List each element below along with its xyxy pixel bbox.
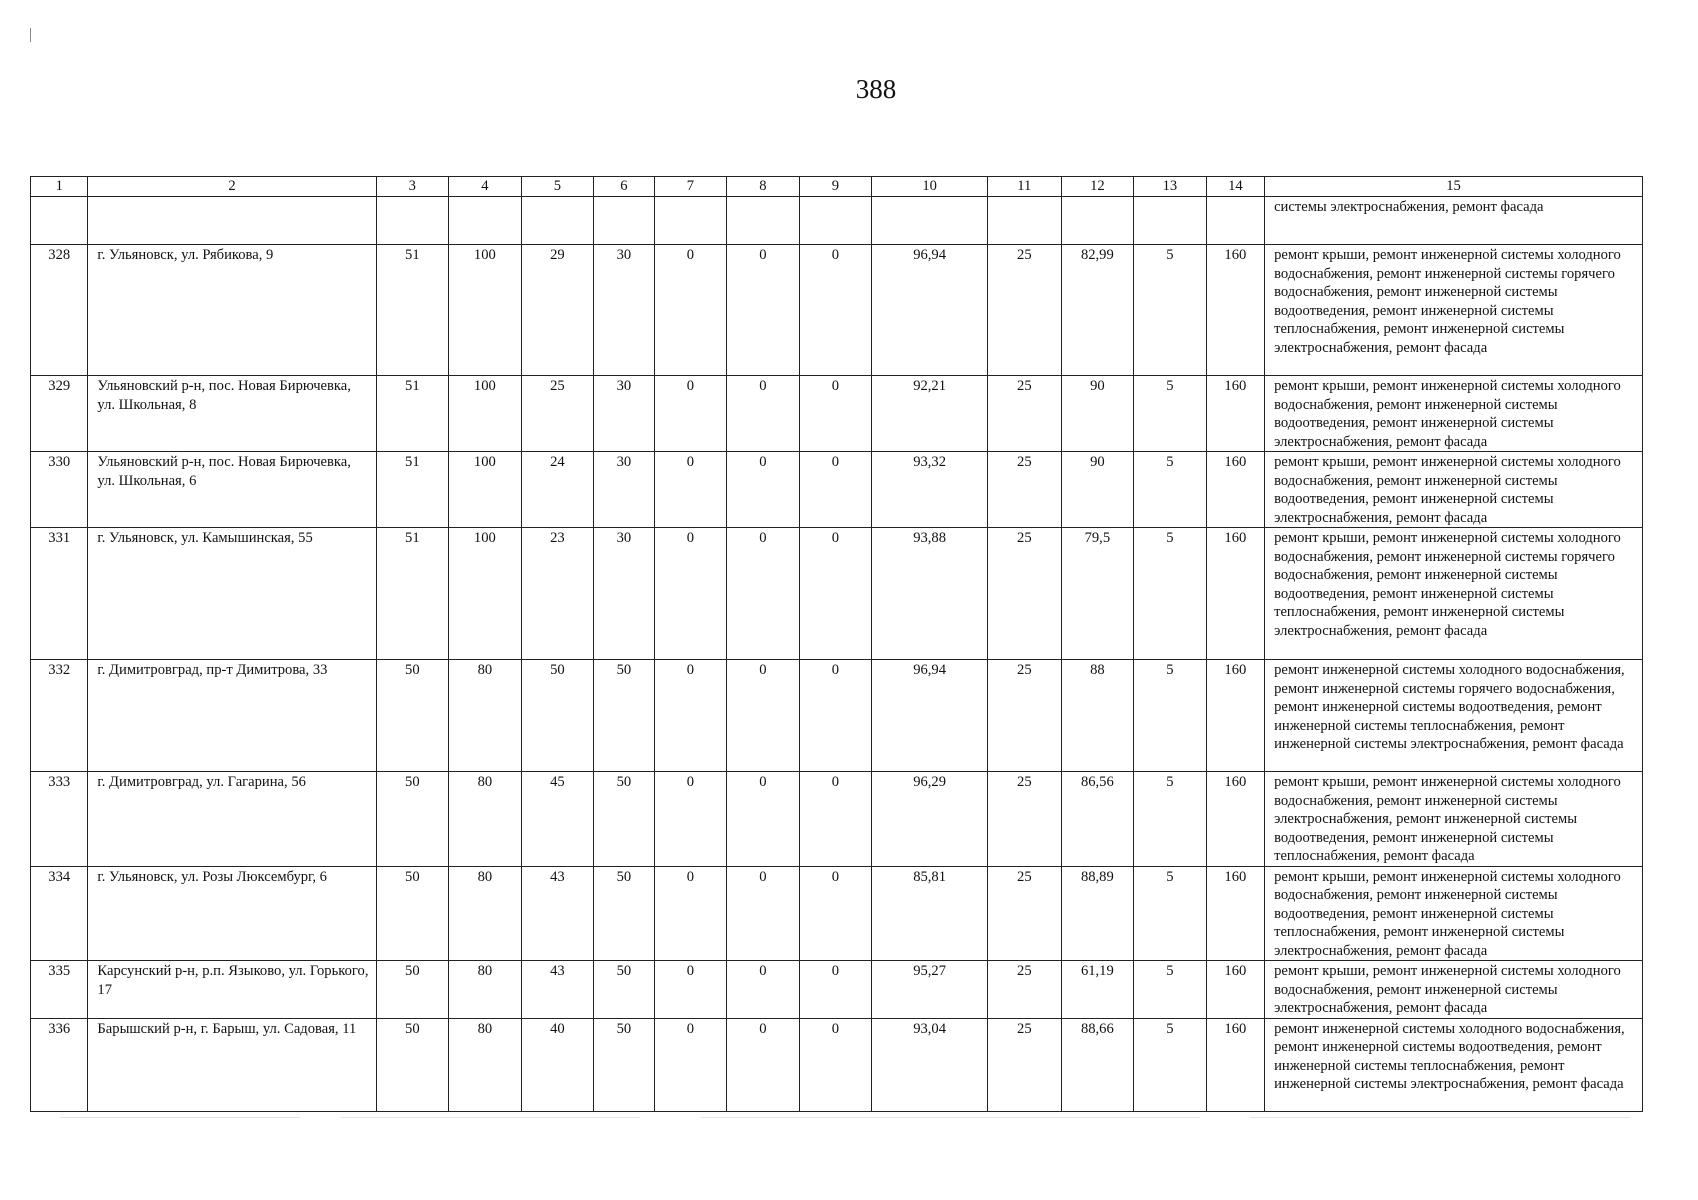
column-header: 11 — [988, 177, 1062, 197]
value-cell: 0 — [654, 245, 727, 376]
value-cell: 5 — [1134, 866, 1207, 961]
empty-cell — [449, 197, 522, 245]
page-number: 388 — [855, 74, 897, 104]
value-cell: 95,27 — [872, 961, 988, 1019]
address-cell: г. Ульяновск, ул. Розы Люксембург, 6 — [88, 866, 376, 961]
value-cell: 0 — [654, 452, 727, 528]
value-cell: 160 — [1206, 772, 1264, 867]
continuation-row — [31, 197, 1643, 245]
value-cell: 25 — [521, 376, 594, 452]
value-cell: 50 — [376, 660, 449, 772]
value-cell: 0 — [654, 961, 727, 1019]
column-header: 12 — [1061, 177, 1134, 197]
value-cell: 51 — [376, 245, 449, 376]
value-cell: 100 — [449, 452, 522, 528]
value-cell: 5 — [1134, 528, 1207, 660]
value-cell: 24 — [521, 452, 594, 528]
empty-cell — [31, 197, 88, 245]
row-number-cell: 332 — [31, 660, 88, 772]
column-number-row — [31, 177, 1643, 197]
value-cell: 86,56 — [1061, 772, 1134, 867]
value-cell: 80 — [449, 1018, 522, 1111]
value-cell: 0 — [654, 772, 727, 867]
value-cell: 0 — [727, 866, 800, 961]
value-cell: 25 — [988, 772, 1062, 867]
value-cell: 100 — [449, 245, 522, 376]
table-row — [31, 772, 1643, 867]
value-cell: 96,94 — [872, 660, 988, 772]
value-cell: 160 — [1206, 376, 1264, 452]
value-cell: 0 — [727, 961, 800, 1019]
value-cell: 30 — [594, 528, 654, 660]
value-cell: 5 — [1134, 1018, 1207, 1111]
value-cell: 0 — [799, 660, 872, 772]
address-cell: Ульяновский р-н, пос. Новая Бирючевка, ул. Школьная, 8 — [88, 376, 376, 452]
value-cell: 93,04 — [872, 1018, 988, 1111]
value-cell: 61,19 — [1061, 961, 1134, 1019]
value-cell: 80 — [449, 866, 522, 961]
row-number-cell: 334 — [31, 866, 88, 961]
value-cell: 0 — [654, 866, 727, 961]
value-cell: 90 — [1061, 376, 1134, 452]
value-cell: 50 — [376, 1018, 449, 1111]
value-cell: 50 — [594, 866, 654, 961]
value-cell: 45 — [521, 772, 594, 867]
value-cell: 96,29 — [872, 772, 988, 867]
table-row — [31, 376, 1643, 452]
value-cell: 88,89 — [1061, 866, 1134, 961]
value-cell: 51 — [376, 376, 449, 452]
column-header: 6 — [594, 177, 654, 197]
address-cell: Ульяновский р-н, пос. Новая Бирючевка, ул. Школьная, 6 — [88, 452, 376, 528]
value-cell: 160 — [1206, 245, 1264, 376]
empty-cell — [799, 197, 872, 245]
value-cell: 0 — [799, 452, 872, 528]
works-cell: ремонт инженерной системы холодного водоснабжения, ремонт инженерной системы водоотведения, ремонт инженерной системы теплоснабжения, ремонт инженерной системы электроснабжения, ремонт фасада — [1265, 1018, 1643, 1111]
address-cell: г. Димитровград, пр-т Димитрова, 33 — [88, 660, 376, 772]
value-cell: 40 — [521, 1018, 594, 1111]
empty-cell — [1206, 197, 1264, 245]
row-number-cell: 330 — [31, 452, 88, 528]
value-cell: 160 — [1206, 961, 1264, 1019]
works-cell: системы электроснабжения, ремонт фасада — [1265, 197, 1643, 245]
value-cell: 80 — [449, 660, 522, 772]
empty-cell — [376, 197, 449, 245]
value-cell: 50 — [376, 866, 449, 961]
value-cell: 25 — [988, 452, 1062, 528]
value-cell: 51 — [376, 452, 449, 528]
value-cell: 25 — [988, 376, 1062, 452]
value-cell: 0 — [654, 1018, 727, 1111]
table-row — [31, 452, 1643, 528]
works-cell: ремонт крыши, ремонт инженерной системы холодного водоснабжения, ремонт инженерной системы водоотведения, ремонт инженерной системы теплоснабжения, ремонт инженерной системы электроснабжения, ремонт фасада — [1265, 866, 1643, 961]
row-number-cell: 336 — [31, 1018, 88, 1111]
value-cell: 50 — [594, 772, 654, 867]
value-cell: 0 — [727, 376, 800, 452]
empty-cell — [594, 197, 654, 245]
value-cell: 0 — [799, 961, 872, 1019]
value-cell: 0 — [799, 1018, 872, 1111]
empty-cell — [872, 197, 988, 245]
value-cell: 160 — [1206, 660, 1264, 772]
value-cell: 30 — [594, 452, 654, 528]
column-header: 15 — [1265, 177, 1643, 197]
row-number-cell: 329 — [31, 376, 88, 452]
column-header: 7 — [654, 177, 727, 197]
value-cell: 30 — [594, 245, 654, 376]
value-cell: 30 — [594, 376, 654, 452]
address-cell: г. Ульяновск, ул. Рябикова, 9 — [88, 245, 376, 376]
empty-cell — [654, 197, 727, 245]
column-header: 4 — [449, 177, 522, 197]
empty-cell — [88, 197, 376, 245]
value-cell: 43 — [521, 866, 594, 961]
table-body — [31, 177, 1643, 1112]
value-cell: 0 — [727, 245, 800, 376]
address-cell: г. Ульяновск, ул. Камышинская, 55 — [88, 528, 376, 660]
table-row — [31, 660, 1643, 772]
value-cell: 0 — [799, 528, 872, 660]
table-row — [31, 1018, 1643, 1111]
value-cell: 0 — [654, 528, 727, 660]
works-cell: ремонт крыши, ремонт инженерной системы холодного водоснабжения, ремонт инженерной системы горячего водоснабжения, ремонт инженерной системы водоотведения, ремонт инженерной системы теплоснабжения, ремонт инженерной системы электроснабжения, ремонт фасада — [1265, 528, 1643, 660]
value-cell: 50 — [376, 772, 449, 867]
table-row — [31, 961, 1643, 1019]
value-cell: 23 — [521, 528, 594, 660]
value-cell: 160 — [1206, 452, 1264, 528]
value-cell: 80 — [449, 772, 522, 867]
value-cell: 5 — [1134, 376, 1207, 452]
value-cell: 0 — [799, 245, 872, 376]
value-cell: 29 — [521, 245, 594, 376]
value-cell: 50 — [594, 1018, 654, 1111]
column-header: 3 — [376, 177, 449, 197]
row-number-cell: 333 — [31, 772, 88, 867]
column-header: 8 — [727, 177, 800, 197]
works-cell: ремонт крыши, ремонт инженерной системы холодного водоснабжения, ремонт инженерной системы горячего водоснабжения, ремонт инженерной системы водоотведения, ремонт инженерной системы теплоснабжения, ремонт инженерной системы электроснабжения, ремонт фасада — [1265, 245, 1643, 376]
empty-cell — [1134, 197, 1207, 245]
value-cell: 43 — [521, 961, 594, 1019]
column-header: 10 — [872, 177, 988, 197]
empty-cell — [521, 197, 594, 245]
value-cell: 0 — [727, 1018, 800, 1111]
value-cell: 100 — [449, 528, 522, 660]
value-cell: 93,88 — [872, 528, 988, 660]
empty-cell — [988, 197, 1062, 245]
value-cell: 88 — [1061, 660, 1134, 772]
value-cell: 0 — [727, 660, 800, 772]
value-cell: 160 — [1206, 1018, 1264, 1111]
value-cell: 100 — [449, 376, 522, 452]
column-header: 1 — [31, 177, 88, 197]
value-cell: 5 — [1134, 772, 1207, 867]
register-table — [30, 176, 1643, 1112]
value-cell: 25 — [988, 1018, 1062, 1111]
value-cell: 0 — [799, 376, 872, 452]
value-cell: 96,94 — [872, 245, 988, 376]
row-number-cell: 328 — [31, 245, 88, 376]
works-cell: ремонт крыши, ремонт инженерной системы холодного водоснабжения, ремонт инженерной системы водоотведения, ремонт инженерной системы электроснабжения, ремонт фасада — [1265, 376, 1643, 452]
value-cell: 0 — [727, 452, 800, 528]
value-cell: 5 — [1134, 961, 1207, 1019]
address-cell: Карсунский р-н, р.п. Языково, ул. Горького, 17 — [88, 961, 376, 1019]
value-cell: 82,99 — [1061, 245, 1134, 376]
value-cell: 50 — [594, 660, 654, 772]
value-cell: 92,21 — [872, 376, 988, 452]
value-cell: 79,5 — [1061, 528, 1134, 660]
value-cell: 90 — [1061, 452, 1134, 528]
value-cell: 160 — [1206, 866, 1264, 961]
column-header: 5 — [521, 177, 594, 197]
value-cell: 85,81 — [872, 866, 988, 961]
value-cell: 25 — [988, 961, 1062, 1019]
column-header: 9 — [799, 177, 872, 197]
table-row — [31, 866, 1643, 961]
works-cell: ремонт крыши, ремонт инженерной системы холодного водоснабжения, ремонт инженерной системы электроснабжения, ремонт инженерной системы водоотведения, ремонт инженерной системы теплоснабжения, ремонт фасада — [1265, 772, 1643, 867]
value-cell: 93,32 — [872, 452, 988, 528]
value-cell: 5 — [1134, 245, 1207, 376]
works-cell: ремонт инженерной системы холодного водоснабжения, ремонт инженерной системы горячего водоснабжения, ремонт инженерной системы водоотведения, ремонт инженерной системы теплоснабжения, ремонт инженерной системы электроснабжения, ремонт фасада — [1265, 660, 1643, 772]
works-cell: ремонт крыши, ремонт инженерной системы холодного водоснабжения, ремонт инженерной системы водоотведения, ремонт инженерной системы электроснабжения, ремонт фасада — [1265, 452, 1643, 528]
value-cell: 25 — [988, 528, 1062, 660]
value-cell: 0 — [654, 376, 727, 452]
value-cell: 0 — [727, 528, 800, 660]
value-cell: 50 — [521, 660, 594, 772]
address-cell: г. Димитровград, ул. Гагарина, 56 — [88, 772, 376, 867]
value-cell: 80 — [449, 961, 522, 1019]
value-cell: 51 — [376, 528, 449, 660]
column-header: 13 — [1134, 177, 1207, 197]
table-row — [31, 245, 1643, 376]
table-row — [31, 528, 1643, 660]
row-number-cell: 331 — [31, 528, 88, 660]
value-cell: 25 — [988, 245, 1062, 376]
value-cell: 50 — [594, 961, 654, 1019]
value-cell: 50 — [376, 961, 449, 1019]
value-cell: 5 — [1134, 660, 1207, 772]
column-header: 14 — [1206, 177, 1264, 197]
value-cell: 5 — [1134, 452, 1207, 528]
row-number-cell: 335 — [31, 961, 88, 1019]
value-cell: 0 — [799, 772, 872, 867]
value-cell: 0 — [799, 866, 872, 961]
column-header: 2 — [88, 177, 376, 197]
value-cell: 0 — [727, 772, 800, 867]
empty-cell — [1061, 197, 1134, 245]
works-cell: ремонт крыши, ремонт инженерной системы холодного водоснабжения, ремонт инженерной системы электроснабжения, ремонт фасада — [1265, 961, 1643, 1019]
value-cell: 0 — [654, 660, 727, 772]
value-cell: 25 — [988, 660, 1062, 772]
value-cell: 25 — [988, 866, 1062, 961]
address-cell: Барышский р-н, г. Барыш, ул. Садовая, 11 — [88, 1018, 376, 1111]
value-cell: 88,66 — [1061, 1018, 1134, 1111]
value-cell: 160 — [1206, 528, 1264, 660]
empty-cell — [727, 197, 800, 245]
